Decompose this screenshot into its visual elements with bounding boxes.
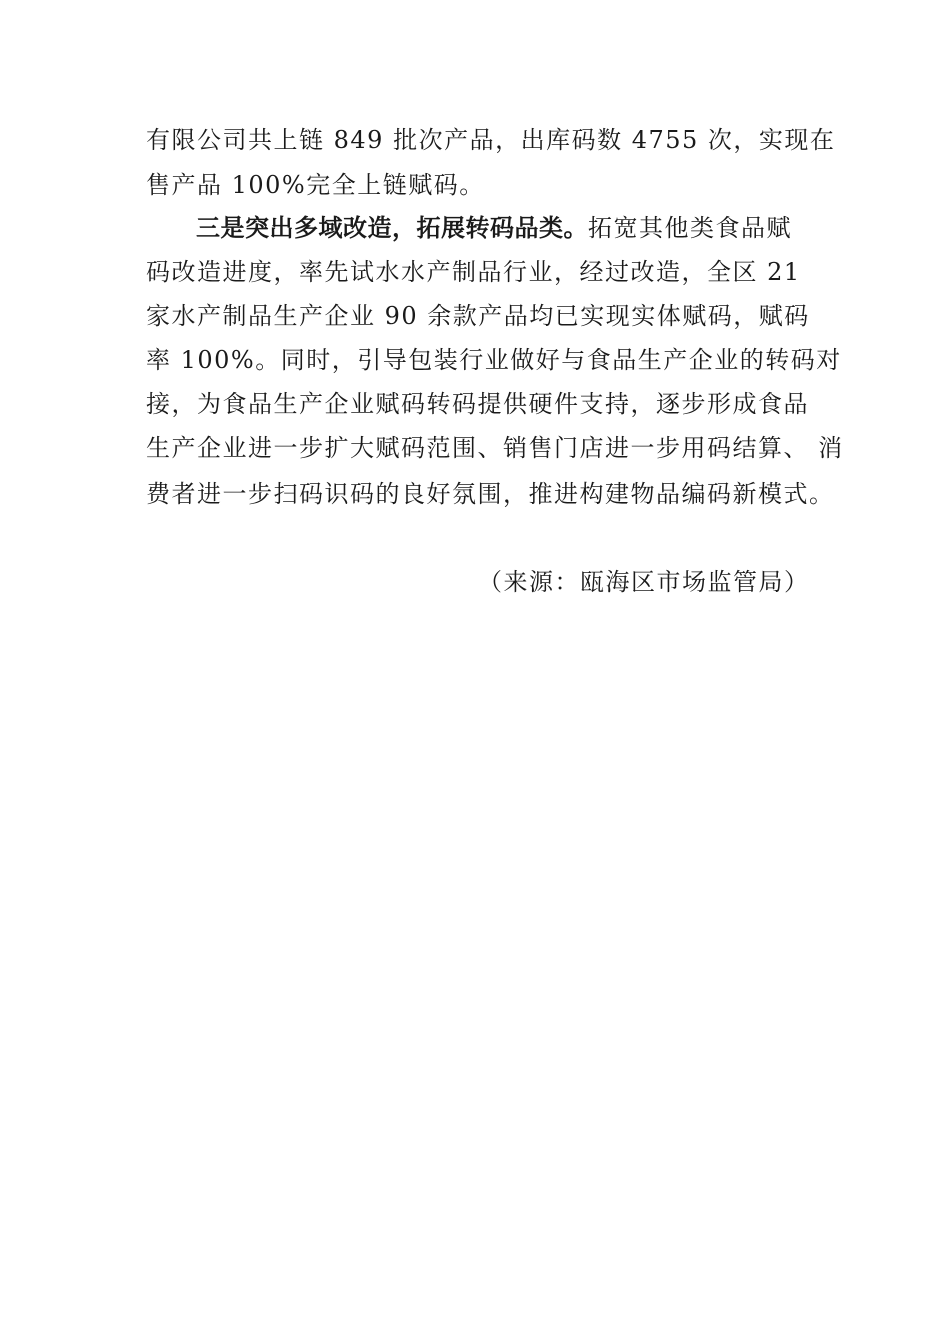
paragraph-2-heading: 三是突出多域改造，拓展转码品类。 — [196, 214, 588, 242]
source-attribution: （来源：瓯海区市场监管局） — [478, 568, 810, 596]
paragraph-1-line-1: 有限公司共上链 849 批次产品，出库码数 4755 次，实现在 — [146, 126, 836, 154]
paragraph-2-line-6: 生产企业进一步扩大赋码范围、销售门店进一步用码结算、 消 — [146, 434, 844, 462]
paragraph-2-line-7: 费者进一步扫码识码的良好氛围，推进构建物品编码新模式。 — [146, 480, 835, 508]
paragraph-2-line-1 — [196, 212, 792, 244]
paragraph-2-line-4: 率 100%。同时，引导包装行业做好与食品生产企业的转码对 — [146, 346, 842, 374]
paragraph-2-line-2: 码改造进度，率先试水水产制品行业，经过改造，全区 21 — [146, 258, 801, 286]
paragraph-2-line-5: 接，为食品生产企业赋码转码提供硬件支持，逐步形成食品 — [146, 390, 809, 418]
paragraph-2-line-1-rest: 拓宽其他类食品赋 — [588, 214, 792, 242]
paragraph-2-line-3: 家水产制品生产企业 90 余款产品均已实现实体赋码，赋码 — [146, 302, 810, 330]
paragraph-1-line-2: 售产品 100%完全上链赋码。 — [146, 171, 485, 199]
